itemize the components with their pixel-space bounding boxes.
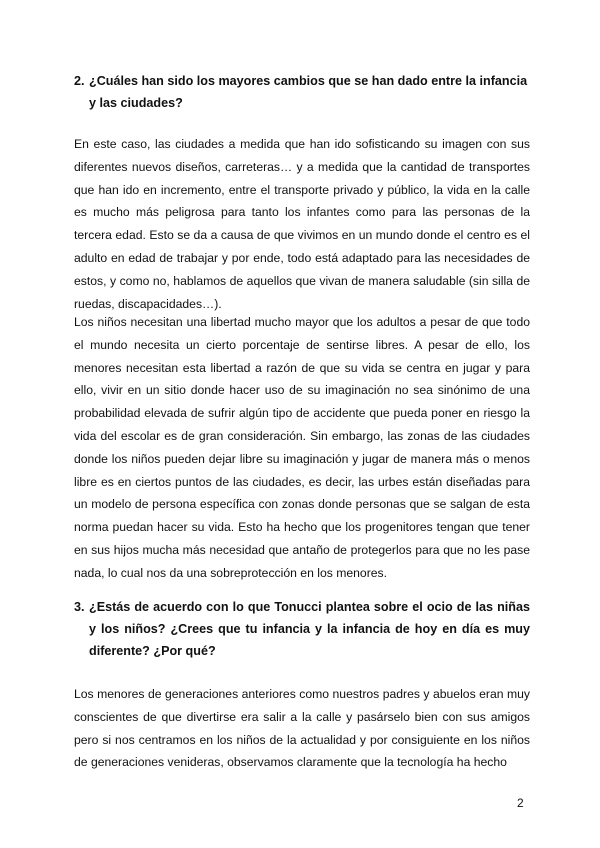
question-number: 3. [74, 600, 85, 614]
question-text: ¿Cuáles han sido los mayores cambios que se han dado entre la infancia y las ciudades? [89, 74, 528, 110]
page-number: 2 [517, 796, 524, 810]
question-text: ¿Estás de acuerdo con lo que Tonucci plantea sobre el ocio de las niñas y los niños? ¿Crees que tu infancia y la infancia de hoy en día es muy diferente? ¿Por qué? [89, 600, 530, 658]
question-number: 2. [74, 74, 85, 88]
answer-paragraph: Los niños necesitan una libertad mucho mayor que los adultos a pesar de que todo el mundo necesita un cierto porcentaje de sentirse libres. A pesar de ello, los menores necesitan esta libertad a razón de que su vida se centra en jugar y para ello, vivir en un sitio donde hacer uso de su imaginación no sea sinónimo de una probabilidad elevada de sufrir algún tipo de accidente que pueda poner en riesgo la vida del escolar es de gran consideración. Sin embargo, las zonas de las ciudades donde los niños pueden dejar libre su imaginación y jugar de manera más o menos libre es en ciertos puntos de las ciudades, es decir, las urbes están diseñadas para un modelo de persona específica con zonas donde personas que se salgan de esta norma puedan hacer su vida. Esto ha hecho que los progenitores tengan que tener en sus hijos mucha más necesidad que antaño de protegerlos para que no les pase nada, lo cual nos da una sobreprotección en los menores. [74, 315, 530, 580]
answer-paragraph: En este caso, las ciudades a medida que han ido sofisticando su imagen con sus diferentes nuevos diseños, carreteras… y a medida que la cantidad de transportes que han ido en incremento, entre el transporte privado y público, la vida en la calle es mucho más peligrosa para tanto los infantes como para las personas de la tercera edad. Esto se da a causa de que vivimos en un mundo donde el centro es el adulto en edad de trabajar y por ende, todo está adaptado para las necesidades de estos, y como no, hablamos de aquellos que vivan de manera saludable (sin silla de ruedas, discapacidades…). [74, 137, 530, 311]
question-2-heading [74, 70, 530, 114]
answer-paragraph: Los menores de generaciones anteriores como nuestros padres y abuelos eran muy conscientes de que divertirse era salir a la calle y pasárselo bien con sus amigos pero si nos centramos en los niños de la actualidad y por consiguiente en los niños de generaciones venideras, observamos claramente que la tecnología ha hecho [74, 687, 530, 770]
question-3-heading [74, 596, 530, 662]
